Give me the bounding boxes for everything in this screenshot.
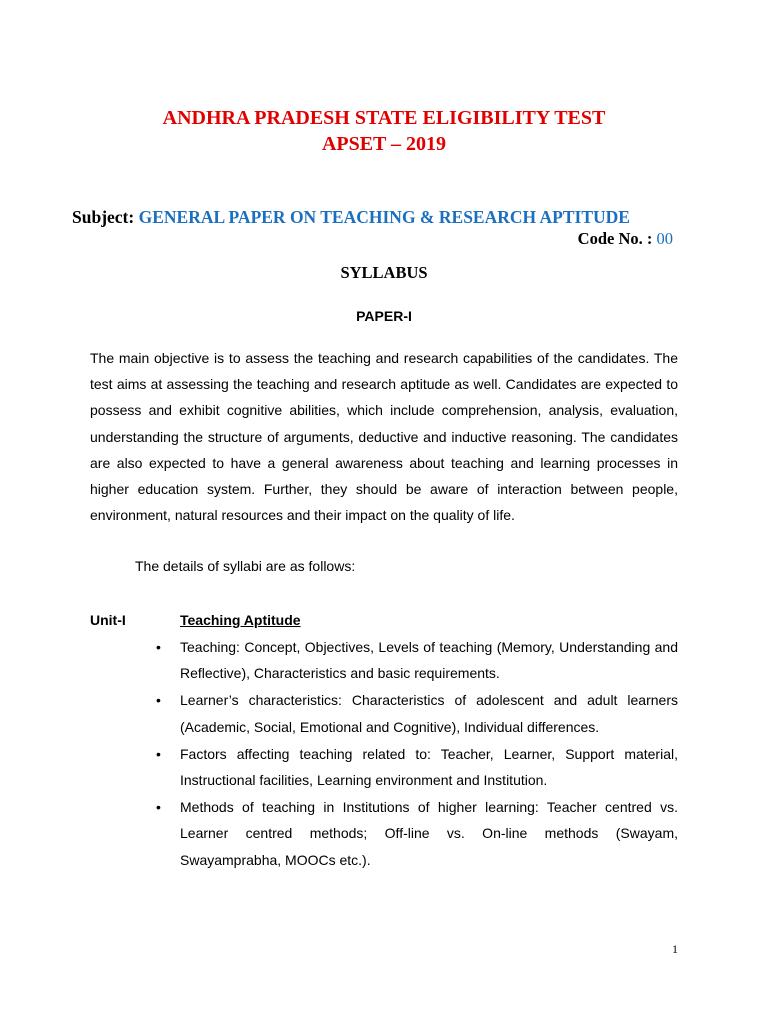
code-label: Code No. <box>577 229 643 248</box>
list-item <box>156 741 678 793</box>
document-subtitle: APSET – 2019 <box>321 133 447 155</box>
code-separator: : <box>642 229 657 248</box>
bullet-icon: • <box>156 799 161 816</box>
bullet-icon: • <box>156 692 161 709</box>
subject-line <box>72 206 630 228</box>
code-value: 00 <box>656 229 673 248</box>
unit-title: Teaching Aptitude <box>180 612 301 628</box>
list-item <box>156 634 678 686</box>
list-item-text: Learner’s characteristics: Characteristics of adolescent and adult learners (Academic, Social, Emotional and Cognitive), Individual differences. <box>180 692 678 735</box>
subject-label: Subject: <box>72 207 135 227</box>
intro-paragraph: The main objective is to assess the teaching and research capabilities of the candidates. The test aims at assessing the teaching and research aptitude as well. Candidates are expected to possess and exhibit cognitive abilities, which include comprehension, analysis, evaluation, understanding the structure of arguments, deductive and inductive reasoning. The candidates are also expected to have a general awareness about teaching and learning processes in higher education system. Further, they should be aware of interaction between people, environment, natural resources and their impact on the quality of life. <box>90 350 678 524</box>
list-item-text: Teaching: Concept, Objectives, Levels of teaching (Memory, Understanding and Reflective), Characteristics and basic requirements. <box>180 639 678 682</box>
list-item <box>156 687 678 739</box>
list-item <box>156 794 678 873</box>
code-line <box>578 228 673 250</box>
bullet-icon: • <box>156 745 161 762</box>
unit-topic-list <box>156 634 678 874</box>
bullet-icon: • <box>156 639 161 655</box>
unit-label: Unit-I <box>90 612 126 628</box>
subject-value: GENERAL PAPER ON TEACHING & RESEARCH APTITUDE <box>138 207 630 227</box>
details-line: The details of syllabi are as follows: <box>135 558 356 574</box>
document-title: ANDHRA PRADESH STATE ELIGIBILITY TEST <box>162 107 606 129</box>
syllabus-heading: SYLLABUS <box>340 263 428 282</box>
page-number: 1 <box>672 942 678 956</box>
paper-heading: PAPER-I <box>356 308 412 324</box>
list-item-text: Factors affecting teaching related to: Teacher, Learner, Support material, Instructional facilities, Learning environment and Institution. <box>180 745 678 789</box>
list-item-text: Methods of teaching in Institutions of higher learning: Teacher centred vs. Learner centred methods; Off-line vs. On-line methods (Swayam, Swayamprabha, MOOCs etc.). <box>180 799 678 868</box>
